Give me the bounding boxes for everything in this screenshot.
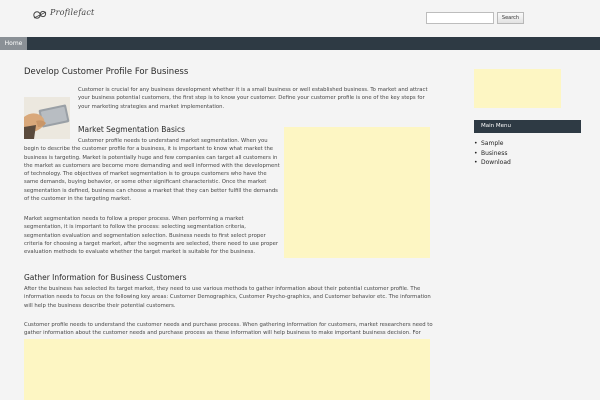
market-segmentation-paragraph-2: Market segmentation needs to follow a proper process. When performing a market segmentation, it is important to follow the process: selecting segmentation criteria, segmentation evaluation and segmentation selection. Business needs to first select proper criteria for choosing a target market, after the segments are selected, there need to use proper evaluation methods to evaluate whether the target market is suitable for the business. (24, 216, 279, 256)
gather-information-paragraph-1: After the business has selected its target market, they need to use various methods to gather information about their potential customer profile. The information needs to focus on the following key areas: Customer Demographics, Customer Psycho-graphics, and Customer behavior etc. The information will help the business describe their potential customers. (24, 286, 431, 309)
site-logo[interactable] (32, 6, 94, 18)
sidebar-menu-title: Main Menu (474, 120, 581, 133)
ad-banner-inline[interactable] (284, 127, 430, 258)
logo-icon (32, 6, 48, 18)
nav-home-tab[interactable]: Home (0, 37, 27, 50)
sidebar-item-sample[interactable]: • Sample (481, 139, 511, 149)
search-input[interactable] (426, 12, 494, 24)
intro-paragraph: Customer is crucial for any business development whether it is a small business or well established business. To market and attract your business potential customers, the first step is to know your customer. Define your customer profile is one of the key steps for your marketing strategies and market implementation. (78, 87, 428, 110)
market-segmentation-paragraph-1: Customer profile needs to understand market segmentation. When you begin to describe the customer profile for a business, it is important to know what market the business is targeting. Market is potentially huge and few companies can target all customers in the market as customers are become more demanding and well informed with the development of technology. The objectives of market segmentation is to groups customers who have the same demands, buying behavior, or some other significant characteristic. Once the market segmentation is defined, business can choose a market that they can better fulfill the demands of the customer in the targeting market. (24, 138, 280, 203)
logo-text: Profilefact (50, 7, 95, 17)
article-image (24, 97, 70, 139)
page-title: Develop Customer Profile For Business (24, 67, 189, 77)
ad-banner-bottom[interactable] (24, 339, 430, 400)
ad-banner-sidebar[interactable] (474, 69, 561, 108)
section-heading-gather-information: Gather Information for Business Customers (24, 273, 187, 282)
site-header (0, 0, 600, 36)
main-navbar (0, 37, 600, 50)
sidebar-item-download[interactable]: • Download (481, 158, 511, 168)
section-heading-market-segmentation: Market Segmentation Basics (78, 125, 186, 134)
sidebar-item-business[interactable]: • Business (481, 149, 511, 159)
sidebar-menu (481, 139, 511, 168)
search-button[interactable]: Search (497, 12, 524, 24)
gather-information-paragraph-2: Customer profile needs to understand the customer needs and purchase process. When gathering information for customers, market researchers need to gather information about the customer needs and purchase process as these information will help business to make important business decision. For (24, 322, 433, 337)
